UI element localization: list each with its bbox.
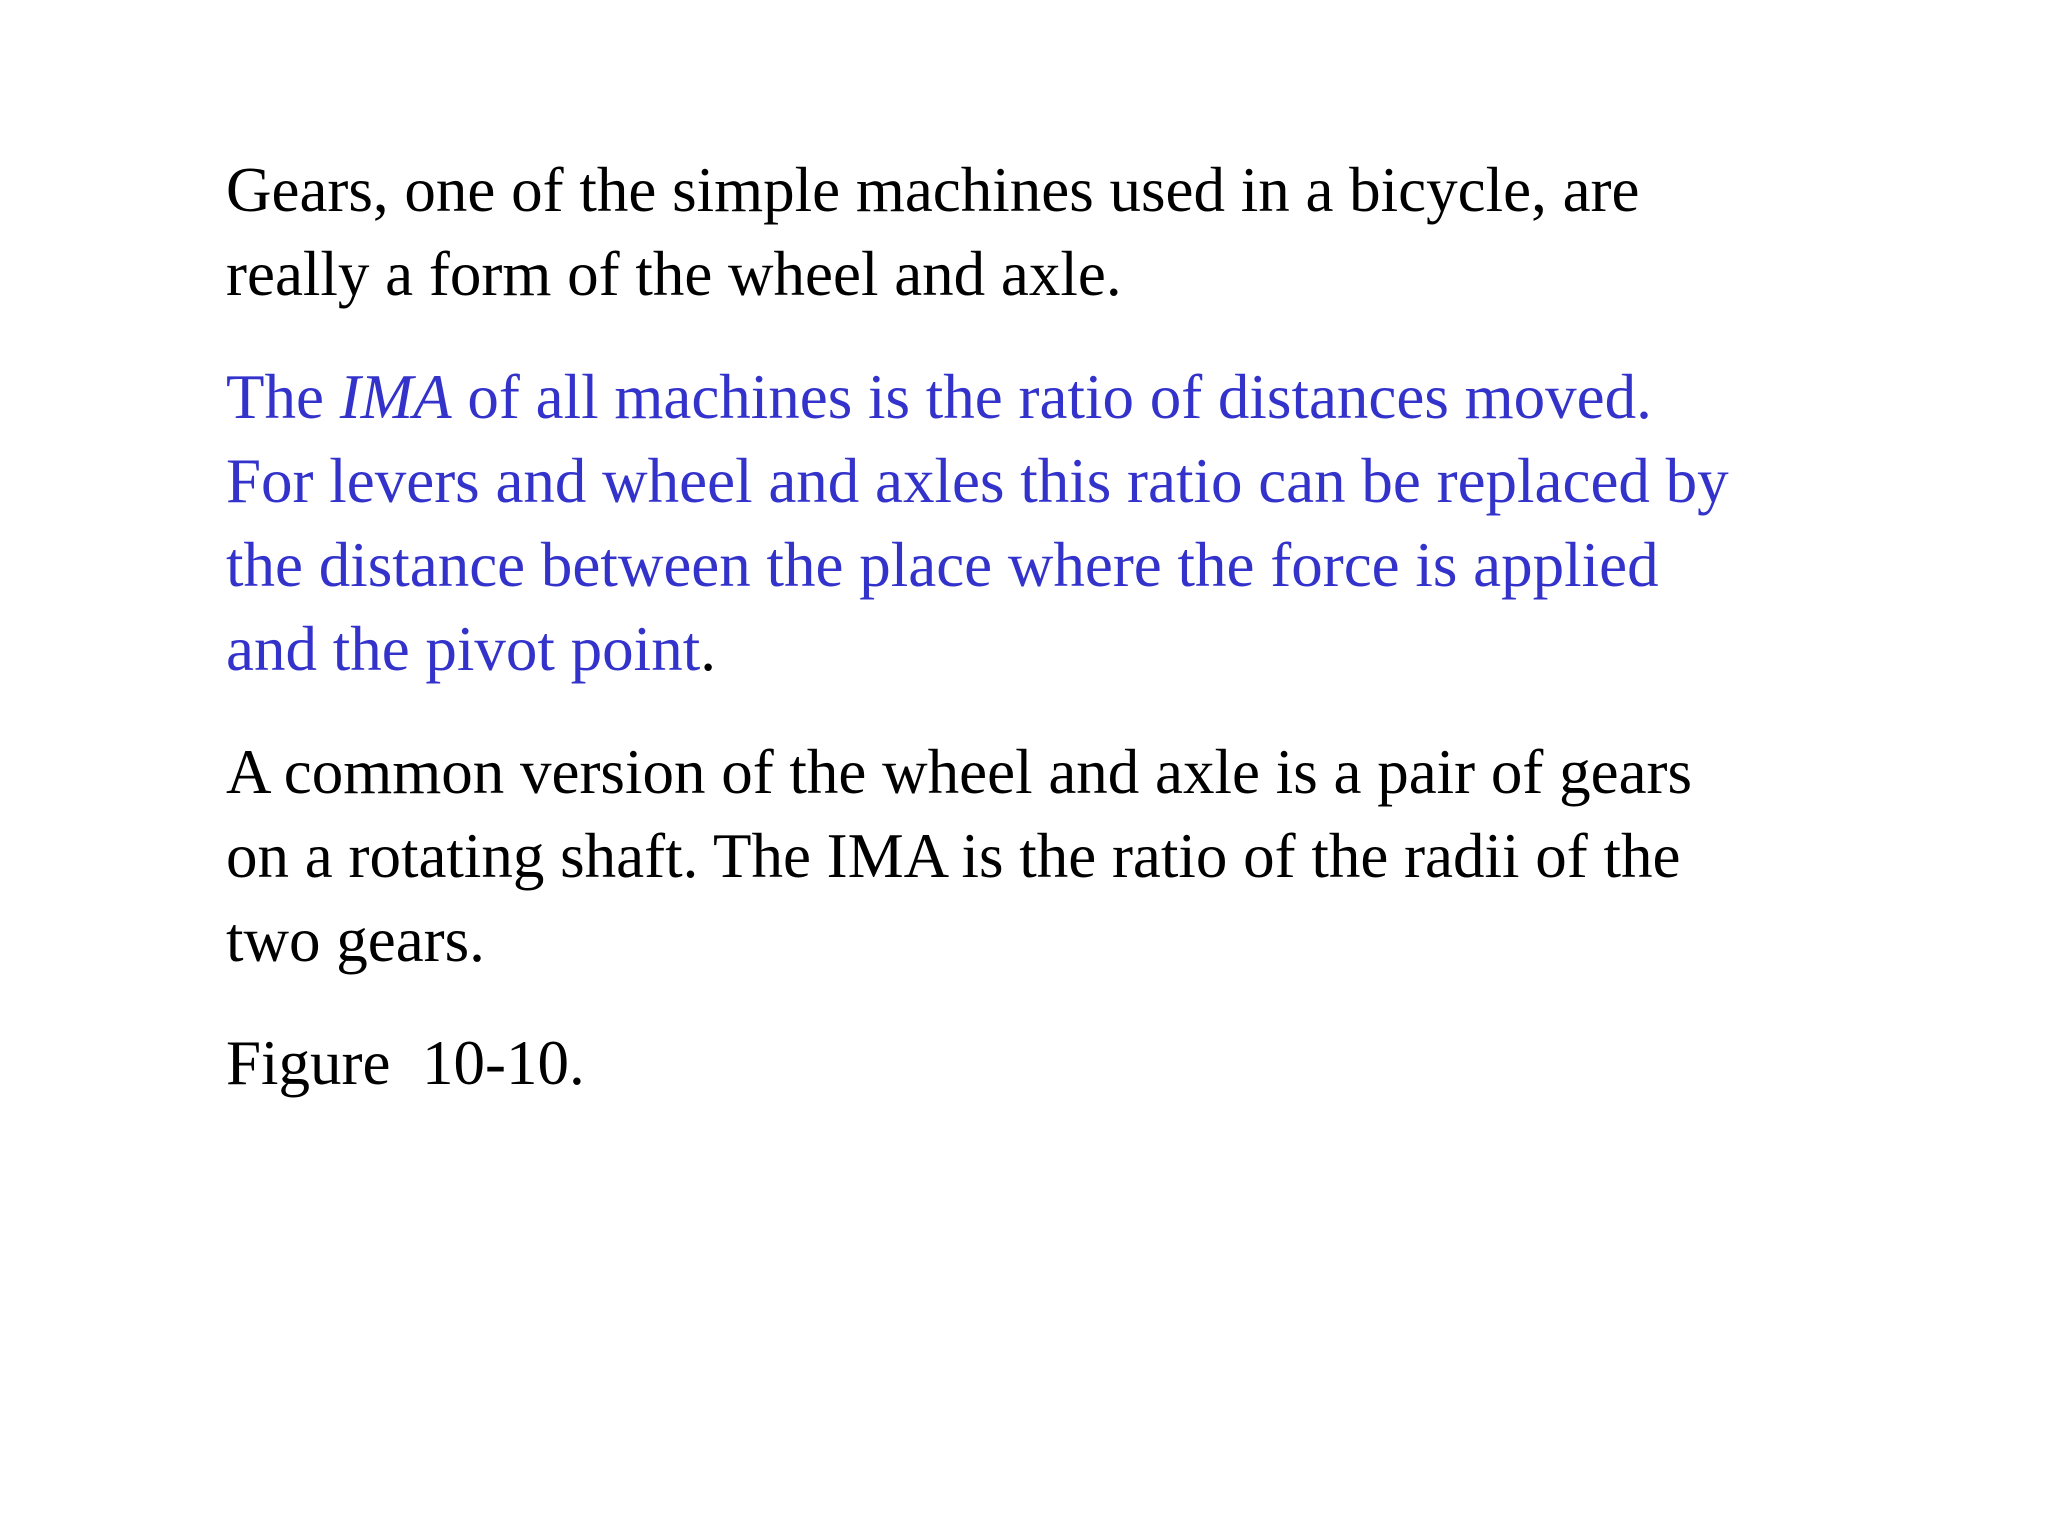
text-line: [226, 355, 1886, 439]
text-segment: of all machines is the ratio of distances moved.: [451, 362, 1652, 432]
text-line: really a form of the wheel and axle.: [226, 239, 1122, 309]
text-line: two gears.: [226, 905, 485, 975]
text-line: the distance between the place where the force is applied: [226, 530, 1659, 600]
slide-body: [226, 148, 1886, 1144]
ima-term: IMA: [339, 362, 452, 432]
text-segment: The: [226, 362, 340, 432]
text-line: Figure 10-10.: [226, 1028, 585, 1098]
gears-paragraph: [226, 148, 1886, 316]
text-line: For levers and wheel and axles this ratio can be replaced by: [226, 446, 1729, 516]
text-line: on a rotating shaft. The IMA is the ratio of the radii of the: [226, 821, 1681, 891]
figure-reference: [226, 1021, 1886, 1105]
ima-definition-paragraph: [226, 355, 1886, 691]
text-line: A common version of the wheel and axle is a pair of gears: [226, 737, 1693, 807]
text-line: [226, 607, 1886, 691]
text-line: Gears, one of the simple machines used in a bicycle, are: [226, 155, 1640, 225]
text-segment: and the pivot point: [226, 614, 701, 684]
period: .: [700, 614, 716, 684]
gear-pair-paragraph: [226, 730, 1886, 982]
